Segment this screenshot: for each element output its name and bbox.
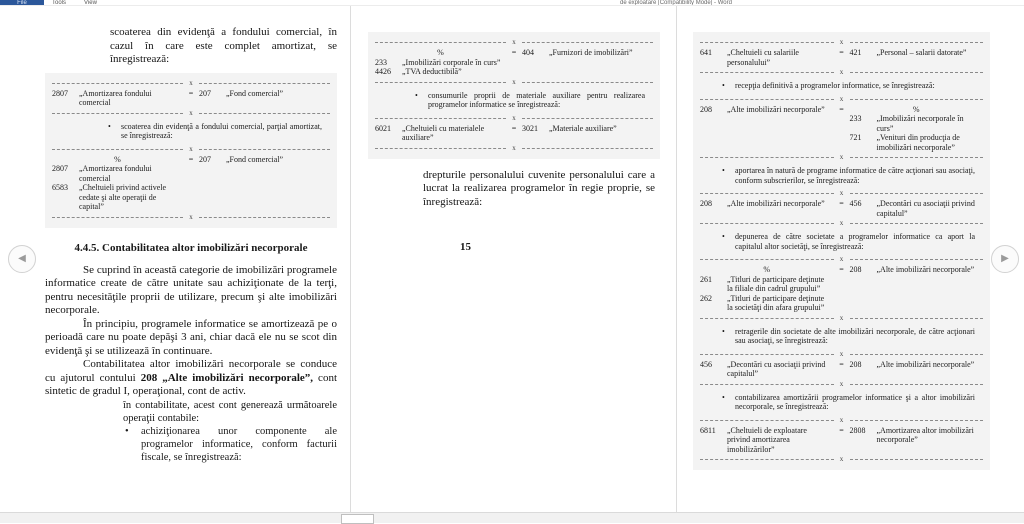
dashed-line	[700, 42, 834, 43]
account-name: „Decontări cu asociaţii privind capitalul”	[727, 360, 834, 379]
account-line	[375, 58, 506, 68]
page-middle	[368, 32, 660, 253]
page-number: 15	[460, 241, 660, 253]
entry-side	[52, 89, 183, 108]
journal-entry	[700, 256, 983, 322]
menu-view[interactable]: View	[84, 0, 97, 6]
journal-box	[693, 32, 990, 470]
account-code: 641	[700, 48, 727, 67]
menu-tools[interactable]: Tools	[52, 0, 66, 6]
entry-body	[700, 265, 983, 313]
equals-sign: =	[506, 48, 522, 58]
account-code: 456	[700, 360, 727, 379]
x-marker: x	[834, 220, 850, 227]
entry-side	[850, 105, 984, 153]
bullet-icon: •	[415, 91, 428, 110]
dashed-line	[850, 384, 984, 385]
account-line	[850, 360, 984, 370]
paragraph: În principiu, programele informatice se amortizează pe o perioadă care nu poate depăşi 3 ani, chiar dacă ele nu se scot din evidenţă şi se utilizează în continuare.	[45, 318, 337, 359]
dashed-line	[375, 118, 506, 119]
account-code: 2807	[52, 164, 79, 183]
entry-divider	[375, 39, 653, 46]
chevron-left-icon: ◀	[18, 254, 26, 264]
entry-divider	[375, 145, 653, 152]
list-item	[125, 425, 337, 464]
entry-divider	[52, 146, 330, 153]
equals-sign: =	[834, 105, 850, 115]
entry-side	[850, 360, 984, 370]
dashed-line	[700, 354, 834, 355]
account-code: 207	[199, 89, 226, 99]
dashed-line	[522, 118, 653, 119]
account-code: 207	[199, 155, 226, 165]
dashed-line	[522, 148, 653, 149]
dashed-line	[522, 82, 653, 83]
x-marker: x	[506, 145, 522, 152]
entry-side	[199, 89, 330, 99]
x-marker: x	[834, 154, 850, 161]
account-name: „Cheltuieli privind activele cedate şi alte operaţii de capital”	[79, 183, 183, 212]
bullet-icon: •	[722, 393, 735, 412]
journal-entry	[375, 39, 653, 86]
account-line	[700, 105, 834, 115]
dashed-line	[700, 99, 834, 100]
dashed-line	[850, 99, 984, 100]
entry-divider	[700, 256, 983, 263]
account-name: „Amortizarea altor imobilizări necorporale”	[877, 426, 984, 445]
list-item-text: contabilizarea amortizării programelor informatice şi a altor imobilizări necorporale, se înregistrează:	[735, 393, 975, 412]
list-item	[722, 393, 975, 412]
equals-sign: =	[834, 48, 850, 58]
account-line	[52, 183, 183, 212]
dashed-line	[850, 459, 984, 460]
entry-body	[700, 105, 983, 153]
entry-side	[850, 199, 984, 218]
dashed-line	[850, 259, 984, 260]
entry-side	[700, 426, 834, 455]
account-name: „Fond comercial”	[226, 155, 330, 165]
account-line	[700, 294, 834, 313]
dashed-line	[199, 83, 330, 84]
x-marker: x	[834, 190, 850, 197]
x-marker: x	[506, 39, 522, 46]
account-code: 6811	[700, 426, 727, 455]
list-item-text: recepţia definitivă a programelor informatice, se înregistrează:	[735, 81, 975, 91]
entry-side	[199, 155, 330, 165]
dashed-line	[375, 42, 506, 43]
list-item-text: achiziţionarea unor componente ale programelor informatice, conform facturii fiscale, se înregistrează:	[141, 425, 337, 464]
dashed-line	[850, 420, 984, 421]
account-code: 4426	[375, 67, 402, 77]
entry-side	[850, 265, 984, 275]
equals-sign: =	[183, 155, 199, 165]
page-right	[693, 32, 990, 470]
entry-divider	[700, 220, 983, 227]
status-bar	[0, 512, 1024, 523]
account-name: „Titluri de participare deţinute la filiale din cadrul grupului”	[727, 275, 834, 294]
dashed-line	[700, 223, 834, 224]
entry-divider	[700, 381, 983, 388]
account-line	[199, 89, 330, 99]
account-line	[199, 155, 330, 165]
x-marker: x	[834, 381, 850, 388]
entry-side	[700, 105, 834, 115]
account-code: 456	[850, 199, 877, 218]
x-marker: x	[183, 110, 199, 117]
dashed-line	[850, 318, 984, 319]
account-code: 6021	[375, 124, 402, 143]
list-item	[722, 327, 975, 346]
account-code: 208	[850, 360, 877, 370]
entry-body	[700, 48, 983, 67]
account-name: „Decontări cu asociaţii privind capitalul”	[877, 199, 984, 218]
page-divider	[676, 6, 677, 512]
entry-body	[52, 155, 330, 212]
dashed-line	[700, 318, 834, 319]
list-item	[108, 122, 322, 141]
equals-sign: =	[834, 199, 850, 209]
journal-box	[45, 73, 337, 228]
entry-divider	[52, 80, 330, 87]
entry-side	[700, 48, 834, 67]
x-marker: x	[834, 315, 850, 322]
account-name: „Imobilizări corporale în curs”	[402, 58, 506, 68]
dashed-line	[850, 354, 984, 355]
entry-divider	[52, 214, 330, 221]
dashed-line	[522, 42, 653, 43]
entry-divider	[375, 79, 653, 86]
account-name: „Imobilizări necorporale în curs”	[877, 114, 984, 133]
section-heading: 4.4.5. Contabilitatea altor imobilizări necorporale	[45, 242, 337, 254]
account-line	[850, 199, 984, 218]
entry-body	[700, 426, 983, 455]
account-line	[700, 275, 834, 294]
previous-page-button[interactable]	[8, 245, 36, 273]
dashed-line	[375, 148, 506, 149]
paragraph	[45, 358, 337, 399]
dashed-line	[52, 83, 183, 84]
list-item-text: aportarea în natură de programe informatice de către acţionari sau asociaţi, conform subscrierilor, se înregistrează:	[735, 166, 975, 185]
entry-side	[52, 155, 183, 212]
paragraph: drepturile personalului cuvenite personalului care a lucrat la realizarea programelor în regie proprie, se înregistrează:	[423, 169, 655, 210]
list-item	[722, 81, 975, 91]
paragraph-text: Contabilitatea altor imobilizări necorporale se conduce cu ajutorul contului	[45, 358, 337, 384]
account-name: „TVA deductibilă”	[402, 67, 506, 77]
dashed-line	[199, 113, 330, 114]
account-name: „Alte imobilizări necorporale”	[727, 199, 834, 209]
entry-side	[375, 124, 506, 143]
entry-body	[700, 199, 983, 218]
entry-side	[522, 124, 653, 134]
account-name: „Venituri din producţia de imobilizări necorporale”	[877, 133, 984, 152]
x-marker: x	[506, 115, 522, 122]
x-marker: x	[183, 214, 199, 221]
paragraph: scoaterea din evidenţă a fondului comercial, în cazul în care este complet amortizat, se înregistrează:	[110, 26, 337, 67]
file-tab-label: File	[17, 0, 27, 6]
account-code: 2807	[52, 89, 79, 108]
account-line	[850, 114, 984, 133]
account-code: 404	[522, 48, 549, 58]
account-line	[522, 48, 653, 58]
list-item-text: consumurile proprii de materiale auxiliare pentru realizarea programelor informatice se înregistrează:	[428, 91, 645, 110]
dashed-line	[700, 193, 834, 194]
bullet-icon: •	[722, 232, 735, 251]
x-marker: x	[834, 417, 850, 424]
journal-entry	[700, 351, 983, 388]
dashed-line	[52, 113, 183, 114]
entry-divider	[375, 115, 653, 122]
percent-sign: %	[850, 105, 984, 115]
account-line	[375, 67, 506, 77]
dashed-line	[700, 259, 834, 260]
journal-entry	[375, 115, 653, 152]
dashed-line	[52, 217, 183, 218]
account-name: „Cheltuieli cu salariile personalului”	[727, 48, 834, 67]
account-line	[700, 199, 834, 209]
account-name: „Cheltuieli cu materialele auxiliare”	[402, 124, 506, 143]
entry-side	[850, 426, 984, 445]
journal-entry	[52, 80, 330, 117]
paragraph: în contabilitate, acest cont generează următoarele operaţii contabile:	[123, 399, 337, 425]
account-code: 233	[375, 58, 402, 68]
account-code: 262	[700, 294, 727, 313]
account-code: 721	[850, 133, 877, 152]
x-marker: x	[834, 351, 850, 358]
account-code: 2808	[850, 426, 877, 445]
document-title: de exploatare [Compatibility Mode] - Word	[620, 0, 732, 6]
entry-side	[375, 48, 506, 77]
entry-divider	[700, 315, 983, 322]
account-line	[850, 48, 984, 58]
equals-sign: =	[834, 265, 850, 275]
dashed-line	[850, 42, 984, 43]
account-line	[52, 164, 183, 183]
account-line	[375, 124, 506, 143]
account-name: „Materiale auxiliare”	[549, 124, 653, 134]
entry-side	[700, 360, 834, 379]
bullet-icon: •	[125, 425, 141, 464]
account-line	[522, 124, 653, 134]
list-item	[415, 91, 645, 110]
account-name: „Personal – salarii datorate”	[877, 48, 984, 58]
page-divider	[350, 6, 351, 512]
journal-entry	[52, 146, 330, 221]
x-marker: x	[183, 146, 199, 153]
list-item-text: scoaterea din evidenţă a fondului comercial, parţial amortizat, se înregistrează:	[121, 122, 322, 141]
account-code: 3021	[522, 124, 549, 134]
entry-side	[522, 48, 653, 58]
account-name: „Amortizarea fondului comercial	[79, 89, 183, 108]
account-line	[700, 48, 834, 67]
account-name: „Amortizarea fondului comercial	[79, 164, 183, 183]
dashed-line	[700, 420, 834, 421]
x-marker: x	[506, 79, 522, 86]
list-item-text: depunerea de către societate a programelor informatice ca aport la capitalul altor societăţi, se înregistrează:	[735, 232, 975, 251]
entry-divider	[700, 351, 983, 358]
equals-sign: =	[834, 360, 850, 370]
x-marker: x	[834, 96, 850, 103]
account-name: „Furnizori de imobilizări”	[549, 48, 653, 58]
x-marker: x	[834, 69, 850, 76]
list-item	[722, 232, 975, 251]
account-name: „Alte imobilizări necorporale”	[727, 105, 834, 115]
dashed-line	[850, 193, 984, 194]
account-name: „Titluri de participare deţinute la societăţi din afara grupului”	[727, 294, 834, 313]
journal-entry	[700, 96, 983, 162]
entry-body	[700, 360, 983, 379]
account-name: „Alte imobilizări necorporale”	[877, 360, 984, 370]
journal-entry	[700, 39, 983, 76]
dashed-line	[700, 384, 834, 385]
journal-box	[368, 32, 660, 159]
page-left	[45, 26, 337, 464]
bullet-icon: •	[722, 327, 735, 346]
paragraph: Se cuprind în această categorie de imobilizări programele informatice create de către unitate sau achiziţionate de la terţi, pentru necesităţile proprii de utilizare, precum şi alte imobilizări necorporale.	[45, 264, 337, 318]
entry-divider	[700, 154, 983, 161]
entry-divider	[700, 190, 983, 197]
account-line	[850, 265, 984, 275]
entry-divider	[52, 110, 330, 117]
percent-sign: %	[375, 48, 506, 58]
entry-divider	[700, 69, 983, 76]
entry-body	[375, 48, 653, 77]
account-code: 208	[700, 199, 727, 209]
bullet-icon: •	[722, 81, 735, 91]
journal-entry	[700, 190, 983, 227]
next-page-button[interactable]	[991, 245, 1019, 273]
entry-divider	[700, 417, 983, 424]
chevron-right-icon: ▶	[1001, 254, 1009, 264]
account-line	[850, 133, 984, 152]
x-marker: x	[834, 456, 850, 463]
account-reference: 208 „Alte imobilizări necorporale”,	[141, 372, 313, 384]
account-code: 208	[700, 105, 727, 115]
dashed-line	[199, 217, 330, 218]
x-marker: x	[834, 39, 850, 46]
account-name: „Alte imobilizări necorporale”	[877, 265, 984, 275]
dashed-line	[850, 157, 984, 158]
journal-entry	[700, 417, 983, 464]
account-code: 233	[850, 114, 877, 133]
account-code: 261	[700, 275, 727, 294]
dashed-line	[850, 223, 984, 224]
entry-divider	[700, 39, 983, 46]
account-line	[700, 426, 834, 455]
entry-divider	[700, 96, 983, 103]
account-name: „Cheltuieli de exploatare privind amortizarea imobilizărilor”	[727, 426, 834, 455]
account-line	[52, 89, 183, 108]
dashed-line	[375, 82, 506, 83]
dashed-line	[850, 72, 984, 73]
equals-sign: =	[506, 124, 522, 134]
account-code: 421	[850, 48, 877, 58]
list-item	[722, 166, 975, 185]
list-item-text: retragerile din societate de alte imobilizări necorporale, de către acţionari sau asociaţi, se înregistrează:	[735, 327, 975, 346]
entry-body	[52, 89, 330, 108]
account-code: 6583	[52, 183, 79, 212]
dashed-line	[199, 149, 330, 150]
percent-sign: %	[52, 155, 183, 165]
dashed-line	[700, 72, 834, 73]
x-marker: x	[834, 256, 850, 263]
entry-side	[700, 265, 834, 313]
bullet-icon: •	[722, 166, 735, 185]
percent-sign: %	[700, 265, 834, 275]
paragraph-text: cont sintetic de gradul I, operaţional, cont de activ.	[45, 372, 337, 398]
dashed-line	[52, 149, 183, 150]
equals-sign: =	[183, 89, 199, 99]
equals-sign: =	[834, 426, 850, 436]
entry-side	[700, 199, 834, 209]
account-name: „Fond comercial”	[226, 89, 330, 99]
entry-divider	[700, 456, 983, 463]
x-marker: x	[183, 80, 199, 87]
dashed-line	[700, 157, 834, 158]
entry-side	[850, 48, 984, 58]
account-code: 208	[850, 265, 877, 275]
dashed-line	[700, 459, 834, 460]
account-line	[700, 360, 834, 379]
entry-body	[375, 124, 653, 143]
bullet-icon: •	[108, 122, 121, 141]
account-line	[850, 426, 984, 445]
document-canvas	[0, 6, 1024, 512]
